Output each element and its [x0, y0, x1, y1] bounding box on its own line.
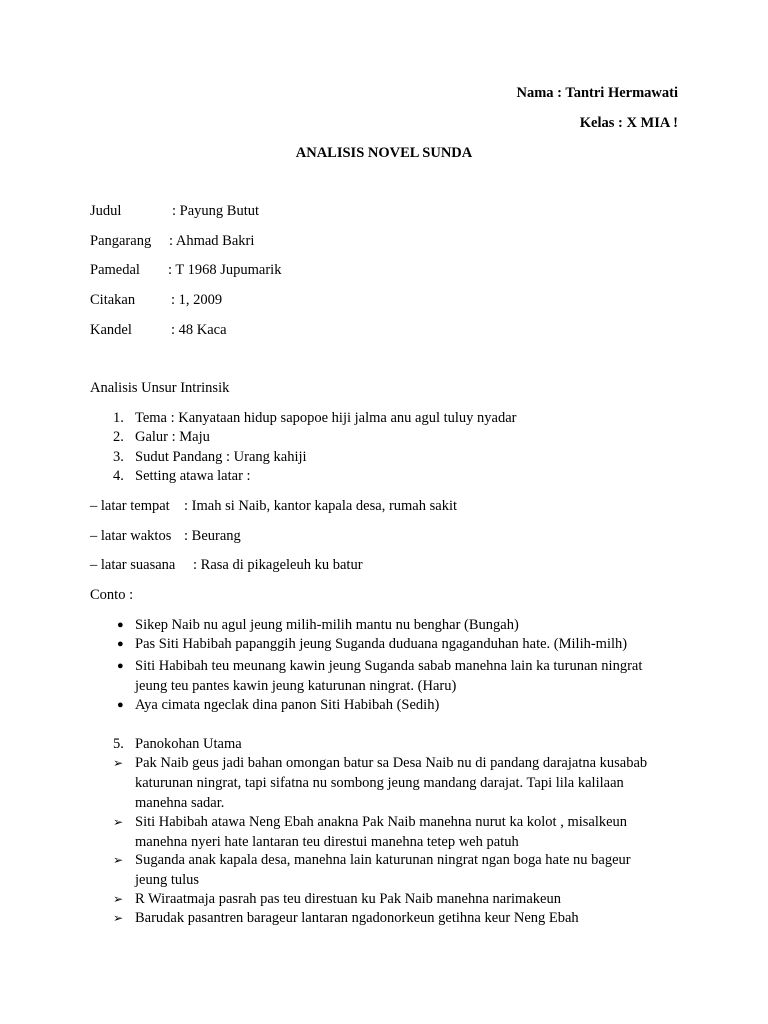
bullet-text: Sikep Naib nu agul jeung milih-milih mantu nu benghar (Bungah) [135, 617, 519, 633]
info-row-judul [90, 201, 259, 221]
info-label: Kandel [90, 322, 132, 338]
arrow-text [135, 753, 675, 813]
bullet-text-cont: jeung teu pantes kawin jeung katurunan ningrat. (Haru) [135, 678, 457, 694]
latar-value: : Beurang [184, 528, 241, 544]
arrow-line: manehna nyeri hate lantaran teu direstui manehna tetep weh patuh [135, 834, 519, 850]
info-row-kandel [90, 320, 227, 340]
list-text: Sudut Pandang : Urang kahiji [135, 449, 307, 465]
arrow-bullet-icon: ➢ [113, 892, 124, 906]
latar-row-suasana [90, 555, 363, 575]
arrow-line: manehna sadar. [135, 795, 225, 811]
arrow-text [135, 850, 675, 890]
info-row-pamedal [90, 260, 281, 280]
arrow-bullet-icon: ➢ [113, 815, 124, 829]
arrow-line: Barudak pasantren barageur lantaran ngadonorkeun getihna keur Neng Ebah [135, 910, 579, 926]
arrow-line: Pak Naib geus jadi bahan omongan batur sa Desa Naib nu di pandang darajatna kusabab [135, 755, 648, 771]
bullet-dot-icon: ● [117, 619, 124, 631]
latar-label: – latar waktos [90, 528, 172, 544]
arrow-line: jeung tulus [135, 872, 200, 888]
info-label: Pangarang [90, 233, 152, 249]
conto-label: Conto : [90, 587, 134, 603]
list-number: 1. [113, 410, 124, 426]
info-value: : Ahmad Bakri [169, 233, 255, 249]
info-value: : Payung Butut [172, 203, 260, 219]
latar-label: – latar tempat [90, 498, 170, 514]
latar-row-tempat [90, 496, 457, 516]
arrow-bullet-icon: ➢ [113, 853, 124, 867]
info-value: : T 1968 Jupumarik [168, 262, 282, 278]
arrow-line: Suganda anak kapala desa, manehna lain katurunan ningrat ngan boga hate nu bageur [135, 852, 631, 868]
arrow-text [135, 812, 675, 852]
list-number: 3. [113, 449, 124, 465]
bullet-text: Siti Habibah teu meunang kawin jeung Suganda sabab manehna lain ka turunan ningrat [135, 658, 643, 674]
bullet-dot-icon: ● [117, 638, 124, 650]
arrow-line: Siti Habibah atawa Neng Ebah anakna Pak Naib manehna nurut ka kolot , misalkeun [135, 814, 628, 830]
arrow-bullet-icon: ➢ [113, 911, 124, 925]
list-text: Panokohan Utama [135, 736, 242, 752]
page-title: ANALISIS NOVEL SUNDA [295, 145, 473, 161]
bullet-dot-icon: ● [117, 660, 124, 672]
list-number: 4. [113, 468, 124, 484]
info-row-pangarang [90, 231, 254, 251]
info-label: Citakan [90, 292, 136, 308]
latar-label: – latar suasana [90, 557, 176, 573]
info-value: : 1, 2009 [171, 292, 223, 308]
info-label: Pamedal [90, 262, 140, 278]
bullet-dot-icon: ● [117, 699, 124, 711]
list-number: 2. [113, 429, 124, 445]
arrow-line: R Wiraatmaja pasrah pas teu direstuan ku Pak Naib manehna narimakeun [135, 891, 561, 907]
latar-value: : Rasa di pikageleuh ku batur [193, 557, 363, 573]
latar-value: : Imah si Naib, kantor kapala desa, rumah sakit [184, 498, 458, 514]
arrow-line: katurunan ningrat, tapi sifatna nu sombong jeung mandang darajat. Tapi lila kalilaan [135, 775, 624, 791]
list-text: Tema : Kanyataan hidup sapopoe hiji jalma anu agul tuluy nyadar [135, 410, 517, 426]
arrow-bullet-icon: ➢ [113, 756, 124, 770]
info-label: Judul [90, 203, 122, 219]
info-value: : 48 Kaca [171, 322, 227, 338]
bullet-text: Pas Siti Habibah papanggih jeung Suganda duduana ngaganduhan hate. (Milih-milh) [135, 636, 628, 652]
list-number: 5. [113, 736, 124, 752]
student-name: Nama : Tantri Hermawati [516, 85, 678, 101]
latar-row-waktos [90, 526, 241, 546]
list-text: Setting atawa latar : [135, 468, 251, 484]
student-class: Kelas : X MIA ! [579, 115, 678, 131]
info-row-citakan [90, 290, 222, 310]
arrow-text [135, 908, 675, 928]
bullet-text: Aya cimata ngeclak dina panon Siti Habibah (Sedih) [135, 697, 440, 713]
section-heading: Analisis Unsur Intrinsik [90, 380, 230, 396]
arrow-text [135, 889, 675, 909]
list-text: Galur : Maju [135, 429, 210, 445]
